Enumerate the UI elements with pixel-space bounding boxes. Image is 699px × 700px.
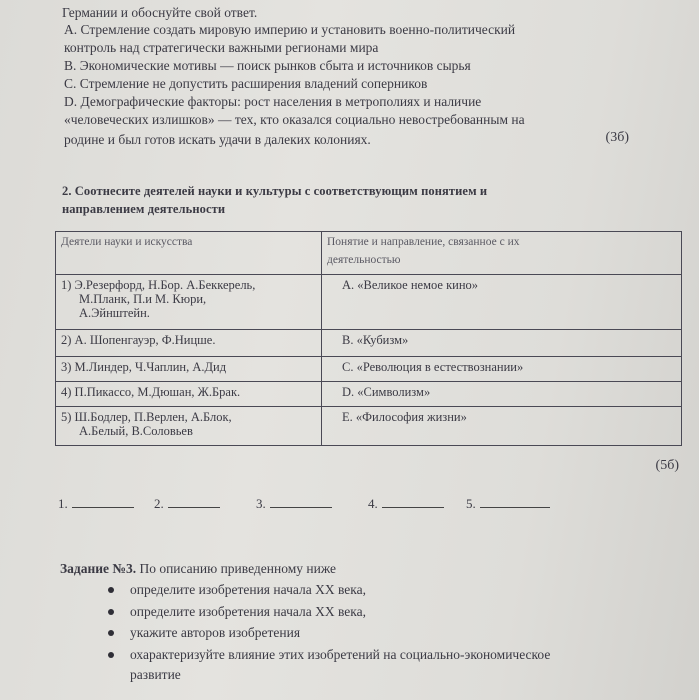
row4-left: 4) П.Пикассо, М.Дюшан, Ж.Брак. <box>56 382 322 407</box>
bullet-icon <box>108 630 114 636</box>
task2-points: (5б) <box>655 458 679 473</box>
header-right <box>322 232 682 275</box>
row5-left <box>56 407 322 446</box>
answer-5[interactable] <box>466 495 550 512</box>
answer-3-label: 3. <box>256 496 266 511</box>
answer-3[interactable] <box>256 495 332 512</box>
task3-label: Задание №3. <box>60 561 137 576</box>
row5-left-line2: А.Белый, В.Соловьев <box>79 424 193 438</box>
answer-4-label: 4. <box>368 496 378 511</box>
header-right-line1: Понятие и направление, связанное с их <box>327 236 520 248</box>
answer-1-blank[interactable] <box>72 495 134 508</box>
option-a-line2: контроль над стратегически важными регионами мира <box>64 40 379 55</box>
answer-1[interactable] <box>58 495 134 512</box>
row3-left: 3) М.Линдер, Ч.Чаплин, А.Дид <box>56 357 322 382</box>
answer-2-blank[interactable] <box>168 495 220 508</box>
table-row <box>56 275 682 330</box>
row3-right: C. «Революция в естествознании» <box>322 357 682 382</box>
answer-2[interactable] <box>154 495 220 512</box>
option-d-line2: «человеческих излишков» — тех, кто оказался социально невостребованным на <box>64 112 525 127</box>
task3-intro: По описанию приведенному ниже <box>139 561 336 576</box>
bullet-icon <box>108 609 114 615</box>
bullet-text: определите изобретения начала XX века, <box>130 582 366 597</box>
bullet-icon <box>108 587 114 593</box>
answer-5-label: 5. <box>466 496 476 511</box>
table-row <box>56 357 682 382</box>
row1-left-line2: М.Планк, П.и М. Кюри, <box>79 292 207 306</box>
matching-table <box>55 231 682 446</box>
task2-title-line1: 2. Соотнесите деятелей науки и культуры с соответствующим понятием и <box>62 184 488 198</box>
table-row <box>56 382 682 407</box>
row4-right: D. «Символизм» <box>322 382 682 407</box>
answer-3-blank[interactable] <box>270 495 332 508</box>
task1-line: Германии и обоснуйте свой ответ. <box>62 5 258 20</box>
answer-2-label: 2. <box>154 496 164 511</box>
row1-left-line3: А.Эйнштейн. <box>79 306 150 320</box>
task3-heading <box>60 561 336 577</box>
row5-left-line1: 5) Ш.Бодлер, П.Верлен, А.Блок, <box>61 410 232 424</box>
answer-1-label: 1. <box>58 496 68 511</box>
option-a-line1: A. Стремление создать мировую империю и установить военно-политический <box>64 22 516 37</box>
bullet-text: определите изобретения начала XX века, <box>130 603 366 619</box>
answer-4-blank[interactable] <box>382 495 444 508</box>
row5-right: E. «Философия жизни» <box>322 407 682 446</box>
header-right-line2: деятельностью <box>327 254 401 266</box>
bullet-text: укажите авторов изобретения <box>130 625 301 640</box>
bullet-icon <box>108 652 114 658</box>
row1-left <box>56 275 322 330</box>
row1-left-line1: 1) Э.Резерфорд, Н.Бор. А.Беккерель, <box>61 278 256 292</box>
row1-right: A. «Великое немое кино» <box>322 275 682 330</box>
header-left: Деятели науки и искусства <box>56 232 322 275</box>
table-row <box>56 407 682 446</box>
option-d-line1: D. Демографические факторы: рост населения в метрополиях и наличие <box>64 94 482 109</box>
answer-5-blank[interactable] <box>480 495 550 508</box>
row2-right: B. «Кубизм» <box>322 330 682 357</box>
option-d-line3: родине и был готов искать удачи в далеких колониях. <box>64 132 371 147</box>
row2-left: 2) А. Шопенгауэр, Ф.Ницше. <box>56 330 322 357</box>
bullet-text-continuation: развитие <box>130 666 181 682</box>
task1-points: (3б) <box>605 130 629 145</box>
task2-title-line2: направлением деятельности <box>62 202 226 216</box>
answer-4[interactable] <box>368 495 444 512</box>
table-header-row <box>56 232 682 275</box>
bullet-text: охарактеризуйте влияние этих изобретений на социально-экономическое <box>130 646 551 662</box>
option-b: B. Экономические мотивы — поиск рынков сбыта и источников сырья <box>64 58 471 73</box>
option-c: C. Стремление не допустить расширения владений соперников <box>64 76 428 91</box>
table-row <box>56 330 682 357</box>
